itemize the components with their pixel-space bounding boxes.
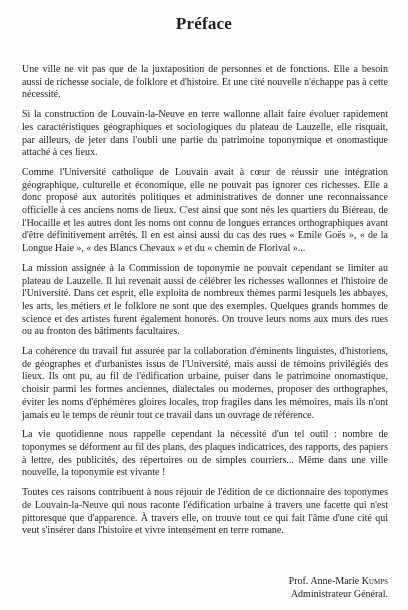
paragraph-2: Si la construction de Louvain-la-Neuve en terre wallonne allait faire évoluer rapidement les caractéristiques géographiques et sociologiques du plateau de Lauzelle, elle risquait, par ailleurs, de jeter dans l'oubli une partie du patrimoine toponymique et onomastique attaché à ces lieux. xyxy=(22,109,388,159)
page-title: Préface xyxy=(175,14,233,33)
paragraph-6: La vie quotidienne nous rappelle cependant la nécessité d'un tel outil : nombre de toponymes se déforment au fil des plans, des plaques indicatrices, des rapports, des papiers à lettre, des publicités, des répertoires ou de simples courriers... Même dans une ville nouvelle, la toponymie est vivante ! xyxy=(22,429,388,479)
signature-block xyxy=(289,576,388,601)
paragraph-1: Une ville ne vit pas que de la juxtaposition de personnes et de fonctions. Elle a besoin aussi de richesse sociale, de folklore et d'histoire. Et une cité nouvelle n'échappe pas à cette nécessité. xyxy=(22,64,388,101)
paragraph-4: La mission assignée à la Commission de toponymie ne pouvait cependant se limiter au plateau de Lauzelle. Il lui revenait aussi de célébrer les richesses wallonnes et l'histoire de l'Université. Dans cet esprit, elle exploita de nombreux thèmes parmi lesquels les abbayes, les arts, les métiers et le folklore ne sont que des exemples. Quelques grands hommes de science et des artistes furent également honorés. On trouve leurs noms aux murs des rues ou au fronton des bâtiments facultaires. xyxy=(22,262,388,338)
paragraph-3: Comme l'Université catholique de Louvain avait à cœur de réussir une intégration géographique, culturelle et économique, elle ne pouvait pas ignorer ces richesses. Elle a donc proposé aux autorités politiques et administratives de donner une reconnaissance officielle à ces anciens noms de lieux. C'est ainsi que sont nés les quartiers du Biéreau, de l'Hocaille et les autres dont les noms ont connu de longues errances orthographiques avant d'être définitivement arrêtés. Il en est ainsi aussi du cas des rues « Emile Goës », « de la Longue Haie », « des Blancs Chevaux » et du « chemin de Florival »... xyxy=(22,166,388,255)
paragraph-5: La cohérence du travail fut assurée par la collaboration d'éminents linguistes, d'historiens, de géographes et d'urbanistes issus de l'Université, mais aussi de témoins privilégiés des lieux. Ils ont pu, au fil de l'édification urbaine, puiser dans le patrimoine onomastique, choisir parmi les formes anciennes, dialectales ou modernes, proposer des orthographes, éviter les noms d'éphémères gloires locales, trop fragiles dans les mémoires, mais ils n'ont jamais eu le temps de réunir tout ce travail dans un ouvrage de référence. xyxy=(22,346,388,421)
signatory-name xyxy=(289,576,388,589)
signatory-prefix: Prof. Anne-Marie xyxy=(288,576,362,587)
signatory-surname: Kumps xyxy=(361,576,388,587)
paragraph-7: Toutes ces raisons contribuent à nous réjouir de l'édition de ce dictionnaire des toponymes de Louvain-la-Neuve qui nous raconte l'édification urbaine à travers une facette qui n'est pittoresque que d'apparence. À travers elle, on trouve tout ce qui fait l'âme d'une cité qui veut s'insérer dans l'histoire et vivre intensément en terre romane. xyxy=(22,487,388,537)
preface-body xyxy=(22,64,388,538)
signatory-role: Administrateur Général. xyxy=(290,588,388,600)
